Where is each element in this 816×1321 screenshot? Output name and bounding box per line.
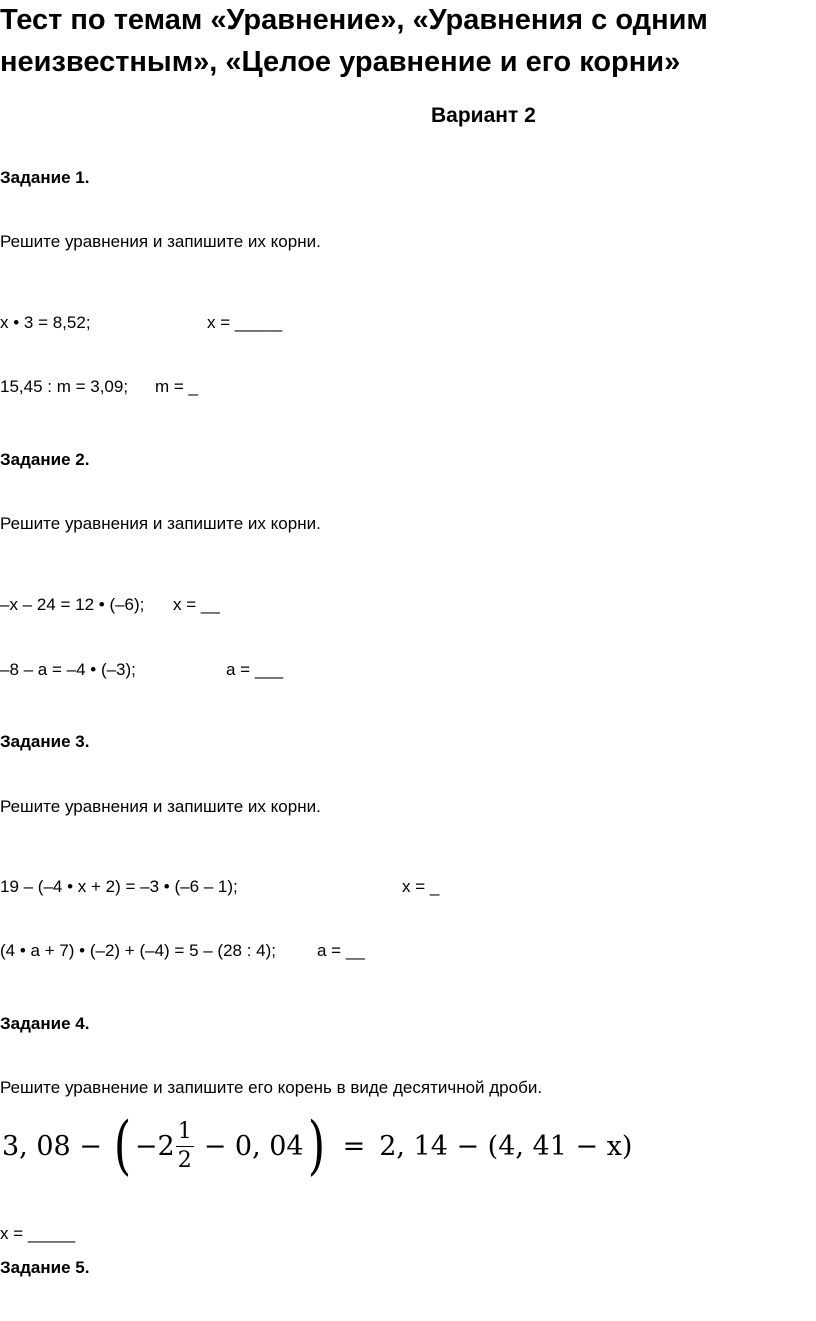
variant-label: Вариант 2: [431, 104, 536, 127]
task-3-answer-1: x = _: [402, 877, 440, 896]
task-2-equation-2: –8 – a = –4 • (–3);: [0, 660, 136, 679]
fraction-bar: [176, 1146, 194, 1147]
formula-numerator: 1: [177, 1119, 192, 1145]
task-3-equation-1: 19 – (–4 • x + 2) = –3 • (–6 – 1);: [0, 877, 238, 896]
task-3-answer-2: a = __: [317, 941, 365, 960]
formula-equals: =: [342, 1130, 366, 1162]
formula-fraction: [176, 1120, 194, 1171]
task-3-instruction: Решите уравнения и запишите их корни.: [0, 797, 321, 816]
formula-whole-part: −2: [134, 1130, 175, 1162]
task-5-heading: Задание 5.: [0, 1258, 90, 1277]
task-3-heading: Задание 3.: [0, 732, 90, 751]
task-4-answer: x = _____: [0, 1224, 76, 1243]
task-1-answer-1: x = _____: [207, 313, 283, 332]
task-4-instruction: Решите уравнение и запишите его корень в виде десятичной дроби.: [0, 1078, 543, 1097]
page-title-line-2: неизвестным», «Целое уравнение и его корни»: [0, 46, 681, 78]
formula-denominator: 2: [177, 1147, 192, 1173]
task-1-heading: Задание 1.: [0, 168, 90, 187]
task-2-equation-1: –x – 24 = 12 • (–6);: [0, 595, 145, 614]
formula-right-side: 2, 14 − (4, 41 − x): [379, 1130, 633, 1162]
formula-minus-term: − 0, 04: [203, 1130, 304, 1162]
page-title-line-1: Тест по темам «Уравнение», «Уравнения с одним: [0, 4, 708, 36]
formula-left-start: 3, 08 −: [2, 1130, 102, 1162]
task-1-answer-2: m = _: [155, 377, 198, 396]
task-1-equation-1: x • 3 = 8,52;: [0, 313, 91, 332]
task-2-answer-2: a = ___: [226, 660, 284, 679]
formula-close-paren: ): [307, 1109, 325, 1183]
task-1-equation-2: 15,45 : m = 3,09;: [0, 377, 129, 396]
task-2-instruction: Решите уравнения и запишите их корни.: [0, 514, 321, 533]
formula-open-paren: (: [113, 1109, 132, 1183]
task-3-equation-2: (4 • a + 7) • (–2) + (–4) = 5 – (28 : 4);: [0, 941, 277, 960]
task-2-answer-1: x = __: [173, 595, 220, 614]
task-4-heading: Задание 4.: [0, 1014, 90, 1033]
task-4-formula: [2, 1108, 632, 1184]
task-1-instruction: Решите уравнения и запишите их корни.: [0, 232, 321, 251]
task-2-heading: Задание 2.: [0, 450, 90, 469]
